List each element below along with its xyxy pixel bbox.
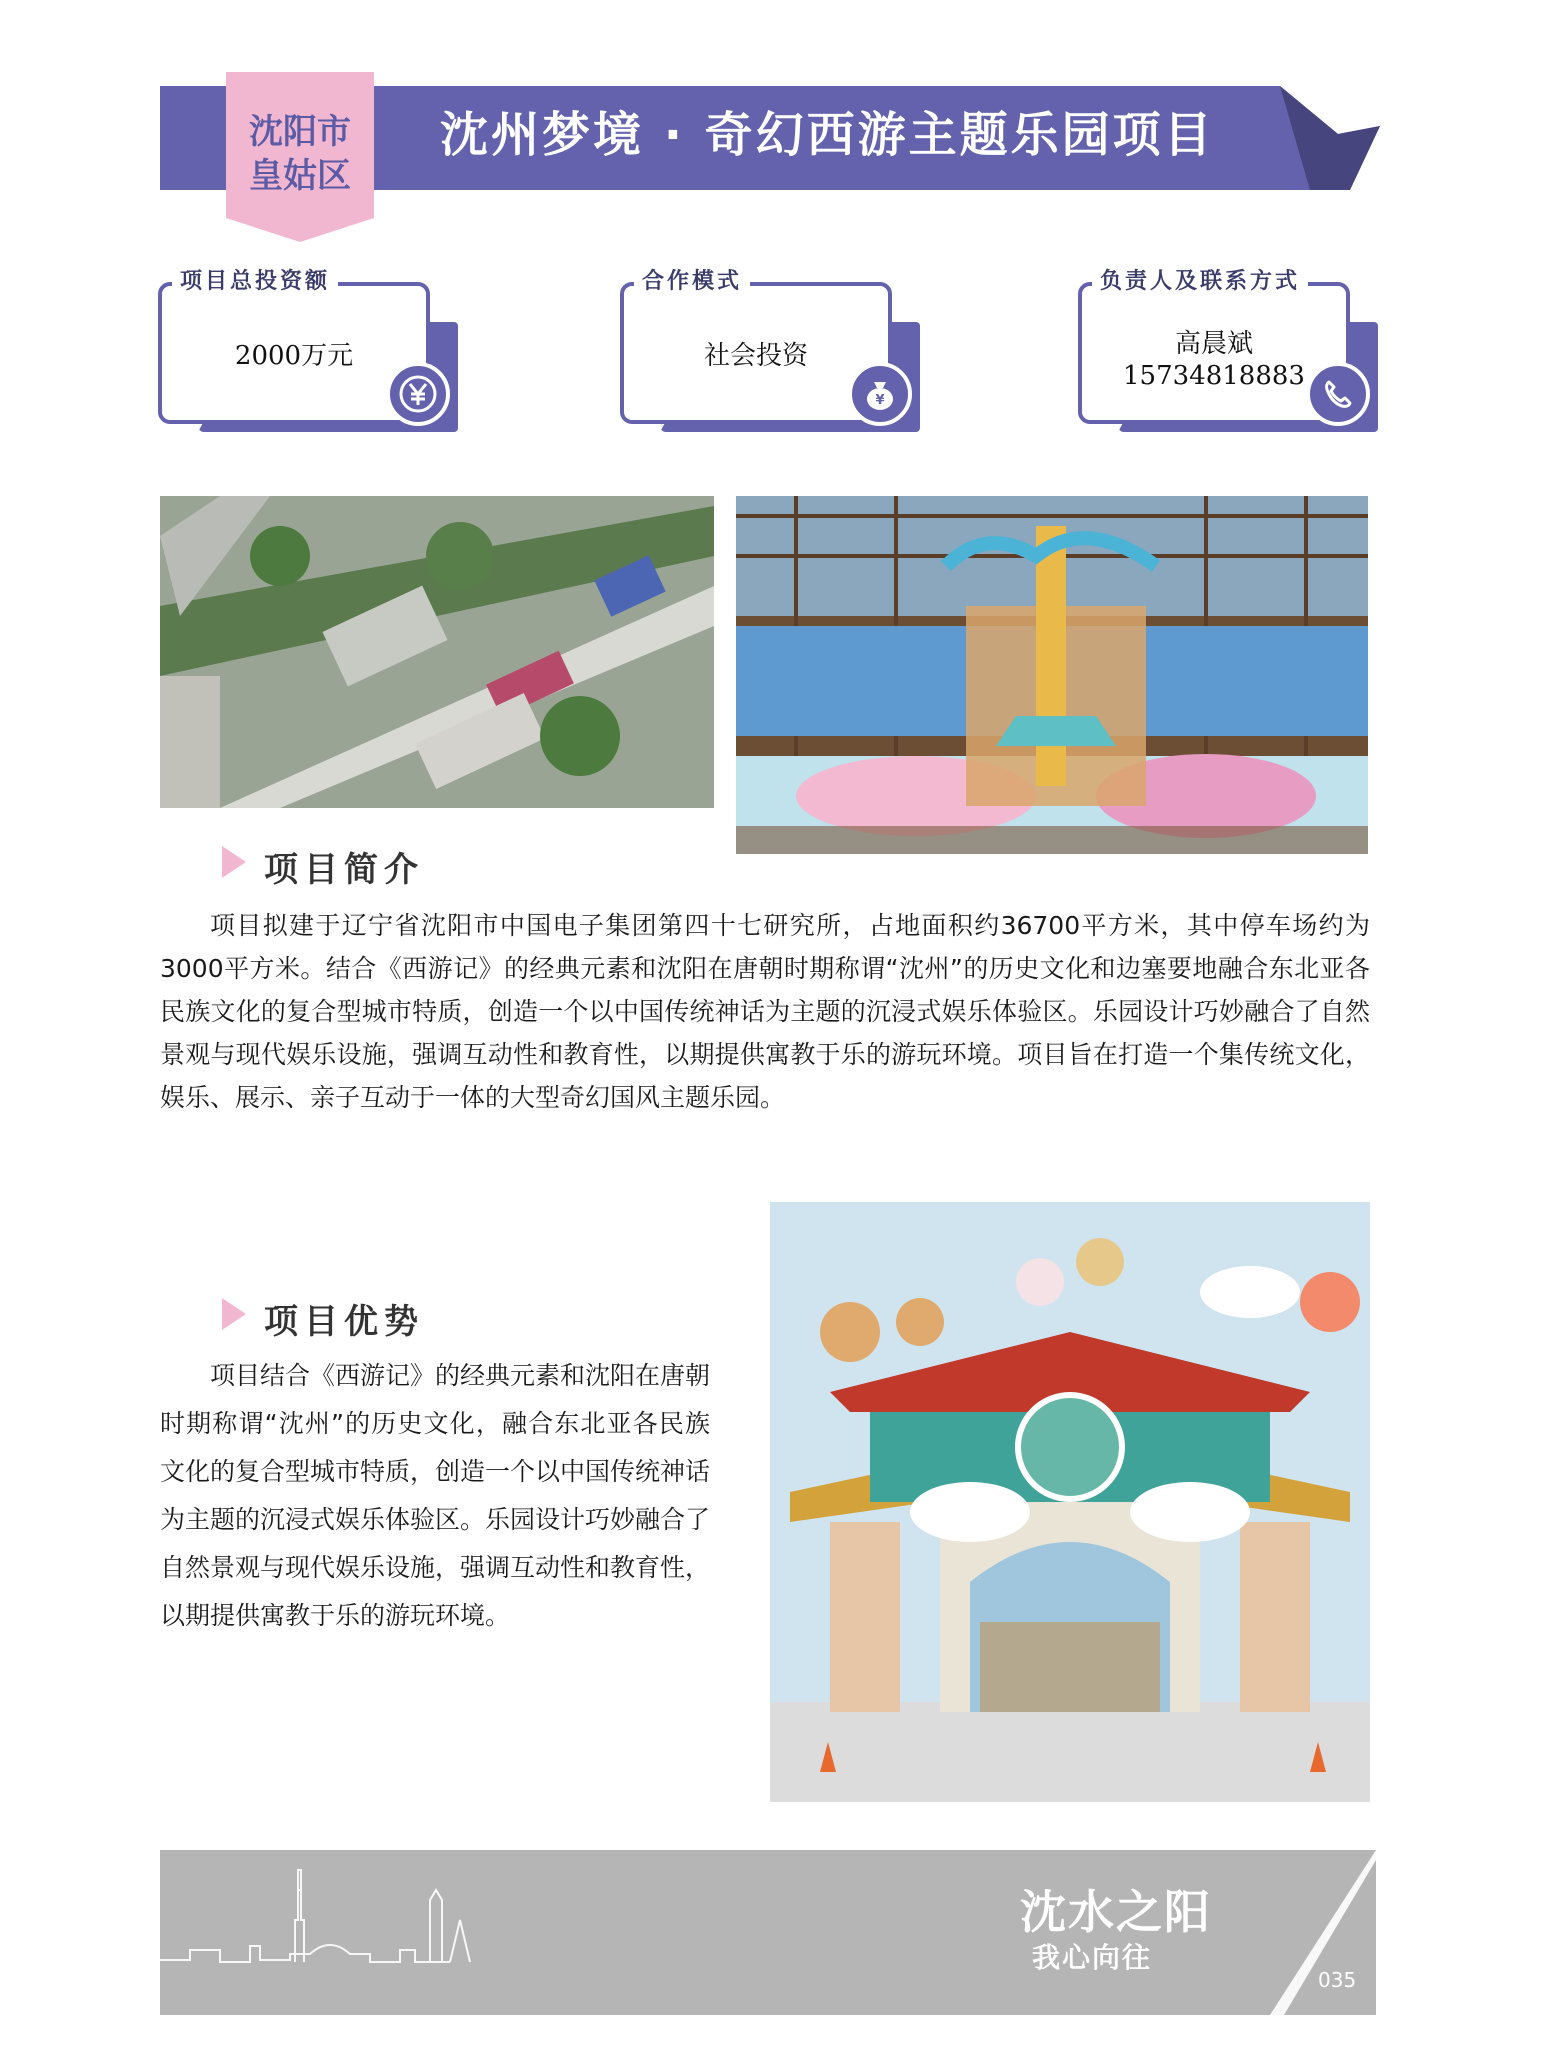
indoor-park-rendering	[736, 496, 1368, 854]
district-line-1: 沈阳市	[249, 112, 351, 152]
intro-title: 项目简介	[264, 850, 424, 890]
cooperation-value: 社会投资	[703, 341, 808, 371]
contact-phone: 15734818883	[1123, 361, 1305, 391]
advantage-paragraph: 项目结合《西游记》的经典元素和沈阳在唐朝时期称谓“沈州”的历史文化，融合东北亚各民族文化的复合型城市特质，创造一个以中国传统神话为主题的沉浸式娱乐体验区。乐园设计巧妙融合了自然景观与现代娱乐设施，强调互动性和教育性，以期提供寓教于乐的游玩环境。	[160, 1361, 711, 1630]
advantage-heading	[222, 1294, 522, 1342]
contact-name: 高晨斌	[1174, 329, 1253, 359]
footer-banner	[160, 1850, 1376, 2015]
cooperation-label: 合作模式	[634, 264, 750, 295]
footer-slogan-line-1: 沈水之阳	[1020, 1885, 1212, 1939]
heading-arrow-icon	[222, 1298, 246, 1330]
advantage-title: 项目优势	[264, 1302, 424, 1342]
heading-arrow-icon	[222, 846, 246, 878]
money-bag-icon	[848, 362, 912, 426]
page-number: 035	[1318, 1968, 1357, 1992]
cooperation-card	[620, 268, 920, 432]
footer-slogan-line-2: 我心向往	[1032, 1941, 1153, 1974]
investment-card	[158, 268, 458, 432]
contact-label: 负责人及联系方式	[1092, 264, 1308, 295]
investment-label: 项目总投资额	[172, 264, 338, 295]
intro-heading	[222, 842, 522, 890]
aerial-site-photo	[160, 496, 714, 808]
yuan-coin-icon	[386, 362, 450, 426]
svg-text:¥: ¥	[875, 393, 885, 408]
page-title: 沈州梦境 · 奇幻西游主题乐园项目	[440, 107, 1215, 163]
phone-icon	[1306, 362, 1370, 426]
intro-paragraph: 项目拟建于辽宁省沈阳市中国电子集团第四十七研究所，占地面积约36700平方米，其中停车场约为3000平方米。结合《西游记》的经典元素和沈阳在唐朝时期称谓“沈州”的历史文化和边塞要地融合东北亚各民族文化的复合型城市特质，创造一个以中国传统神话为主题的沉浸式娱乐体验区。乐园设计巧妙融合了自然景观与现代娱乐设施，强调互动性和教育性，以期提供寓教于乐的游玩环境。项目旨在打造一个集传统文化，娱乐、展示、亲子互动于一体的大型奇幻国风主题乐园。	[160, 911, 1370, 1112]
investment-value: 2000万元	[234, 341, 354, 371]
theme-park-gate-rendering	[770, 1202, 1370, 1802]
district-line-2: 皇姑区	[249, 156, 351, 196]
contact-card	[1078, 268, 1378, 432]
district-tag	[226, 72, 374, 242]
